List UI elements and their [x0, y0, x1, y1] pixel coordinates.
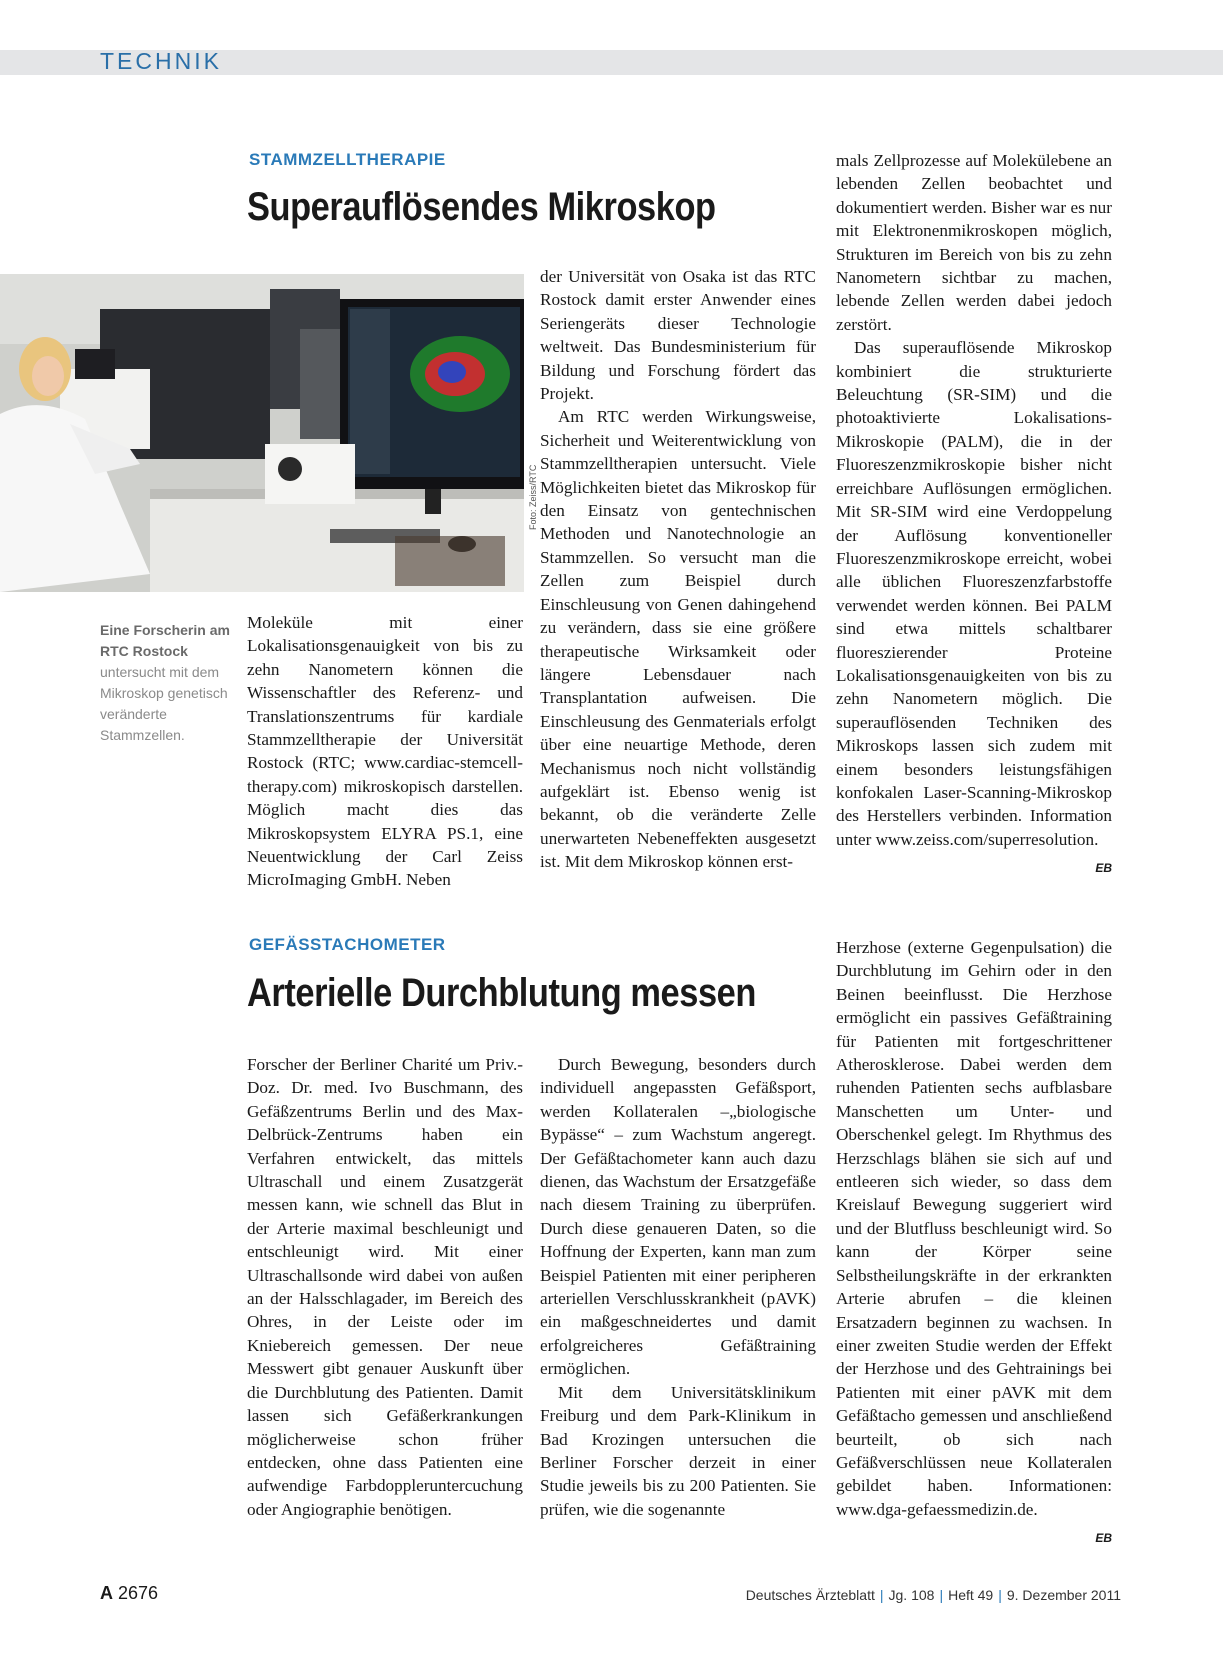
article2-column3	[836, 936, 1112, 1551]
journal-date: 9. Dezember 2011	[1006, 1587, 1121, 1603]
signature: EB	[1095, 861, 1112, 876]
paragraph: Moleküle mit einer Lokalisationsgenauigkeit von bis zu zehn Nanometern können die Wissenschaftler des Referenz- und Translationszentrums für kardiale Stammzelltherapie der Universität Rostock (RTC; www.cardiac-stemcell-therapy.com) mikroskopisch darstellen. Möglich macht dies das Mikroskopsystem ELYRA PS.1, eine Neuentwicklung der Carl Zeiss MicroImaging GmbH. Neben	[247, 613, 523, 890]
photo-caption	[100, 620, 230, 746]
paragraph: der Universität von Osaka ist das RTC Rostock damit erster Anwender eines Seriengeräts dieser Technologie weltweit. Das Bundesministerium für Bildung und Forschung fördert das Projekt.	[540, 267, 816, 404]
divider: |	[939, 1587, 944, 1603]
paragraph: Durch Bewegung, besonders durch individuell angepassten Gefäßsport, werden Kollateralen –„biologische Bypässe“ – zum Wachstum angeregt. Der Gefäßtachometer kann auch dazu dienen, das Wachstum der Ersatzgefäße nach diesem Training zu überprüfen. Durch diese genaueren Daten, so die Hoffnung der Experten, kann man zum Beispiel Patienten mit einer peripheren arteriellen Verschlusskrankheit (pAVK) ein maßgeschneidertes und damit erfolgreicheres Gefäßtraining ermöglichen.	[540, 1055, 816, 1379]
journal-name: Deutsches Ärzteblatt	[745, 1587, 875, 1603]
page-prefix: A	[100, 1583, 113, 1603]
article1-column2	[540, 265, 816, 874]
article1-title: Superauflösendes Mikroskop	[247, 185, 716, 229]
journal-info	[746, 1587, 1121, 1603]
divider: |	[998, 1587, 1002, 1603]
page-number	[100, 1583, 158, 1604]
journal-issue: Heft 49	[948, 1587, 994, 1603]
lab-photo-illustration	[0, 274, 524, 592]
article1-kicker: STAMMZELLTHERAPIE	[249, 150, 446, 169]
photo-credit: Foto: Zeiss/RTC	[528, 464, 538, 530]
paragraph: Mit dem Universitätsklinikum Freiburg und dem Park-Klinikum in Bad Krozingen untersuchen die Berliner Forscher derzeit in einer Studie jeweils bis zu 200 Patienten. Sie prüfen, wie die sogenannte	[540, 1382, 816, 1519]
paragraph: Forscher der Berliner Charité um Priv.-Doz. Dr. med. Ivo Buschmann, des Gefäßzentrums Berlin und des Max-Delbrück-Zentrums haben ein Verfahren entwickelt, das mittels Ultraschall und einem Zusatzgerät messen kann, wie schnell das Blut in der Arterie maximal beschleunigt und entschleunigt wird. Mit einer Ultraschallsonde wird dabei von außen an der Halsschlagader, im Bereich des Ohres, in der Leiste oder im Kniebereich gemessen. Der neue Messwert gibt genauer Auskunft über die Durchblutung des Patienten. Damit lassen sich Gefäßerkrankungen möglicherweise schon früher entdecken, ohne dass Patienten eine aufwendige Farbdopplerunterсuchung oder Angiographie benötigen.	[247, 1055, 523, 1519]
lab-photo	[0, 274, 524, 592]
article2-column2	[540, 1053, 816, 1521]
page-number-value: 2676	[118, 1583, 159, 1603]
article1-column1	[247, 611, 523, 892]
journal-volume: Jg. 108	[888, 1587, 935, 1603]
paragraph: Am RTC werden Wirkungsweise, Sicherheit und Weiterentwicklung von Stammzelltherapien untersucht. Viele Möglichkeiten bietet das Mikroskop für den Einsatz von gentechnischen Methoden und Nanotechnologie an Stammzellen. So versucht man die Zellen zum Beispiel durch Einschleusung von Genen dahingehend zu verändern, dass sie eine größere therapeutische Wirksamkeit oder längere Lebensdauer nach Transplantation aufweisen. Die Einschleusung des Genmaterials erfolgt über eine neuartige Methode, deren Mechanismus noch nicht vollständig aufgeklärt ist. Ebenso wenig ist bekannt, ob die veränderte Zelle unerwarteten Nebeneffekten ausgesetzt ist. Mit dem Mikroskop können erst-	[540, 407, 816, 872]
section-label: TECHNIK	[100, 48, 222, 74]
article2-column1	[247, 1053, 523, 1521]
caption-bold: Eine Forscherin am RTC Rostock	[100, 622, 230, 659]
caption-text: untersucht mit dem Mikroskop genetisch veränderte Stammzellen.	[100, 664, 228, 743]
signature: EB	[1095, 1531, 1112, 1546]
article1-column3	[836, 149, 1112, 881]
article2-kicker: GEFÄSSTACHOMETER	[249, 935, 446, 954]
paragraph: Herzhose (externe Gegenpulsation) die Durchblutung im Gehirn oder in den Beinen beeinflusst. Die Herzhose ermöglicht ein passives Gefäßtraining für Patienten mit fortgeschrittener Atherosklerose. Dabei werden dem ruhenden Patienten sechs aufblasbare Manschetten um Unter- und Oberschenkel gelegt. Im Rhythmus des Herzschlags blähen sie sich auf und entleeren sich wieder, so dass dem Kreislauf Bewegung suggeriert wird und der Blutfluss beschleunigt wird. So kann der Körper seine Selbstheilungskräfte in der erkrankten Arterie abrufen – die kleinen Ersatzadern beginnen zu wachsen. In einer zweiten Studie werden der Effekt der Herzhose und des Gehtrainings bei Patienten mit einer pAVK mit dem Gefäßtacho gemessen und anschließend beurteilt, ob sich nach Gefäßverschlüssen neue Kollateralen gebildet haben. Informationen: www.dga-gefaessmedizin.de.	[836, 938, 1112, 1519]
divider: |	[879, 1587, 884, 1603]
article2-title: Arterielle Durchblutung messen	[247, 971, 756, 1015]
paragraph: mals Zellprozesse auf Molekülebene an lebenden Zellen beobachtet und dokumentiert werden. Bisher war es nur mit Elektronenmikroskopen möglich, Strukturen im Bereich von bis zu zehn Nanometern sichtbar zu machen, lebende Zellen werden dabei jedoch zerstört.	[836, 151, 1112, 334]
paragraph: Das superauflösende Mikroskop kombiniert die strukturierte Beleuchtung (SR-SIM) und die photoaktivierte Lokalisations-Mikroskopie (PALM), die in der Fluoreszenzmikroskopie bisher nicht erreichbare Auflösungen ermöglichen. Mit SR-SIM wird eine Verdoppelung der Auflösung konventioneller Fluoreszenzmikroskope erreicht, wobei alle üblichen Fluoreszenzfarbstoffe verwendet werden können. Bei PALM sind etwa mittels schaltbarer fluoreszierender Proteine Lokalisationsgenauigkeiten von bis zu zehn Nanometern möglich. Die superauflösenden Techniken des Mikroskops lassen sich zudem mit einem besonders leistungsfähigen konfokalen Laser-Scanning-Mikroskop des Herstellers verbinden. Information unter www.zeiss.com/superresolution.	[836, 338, 1112, 849]
